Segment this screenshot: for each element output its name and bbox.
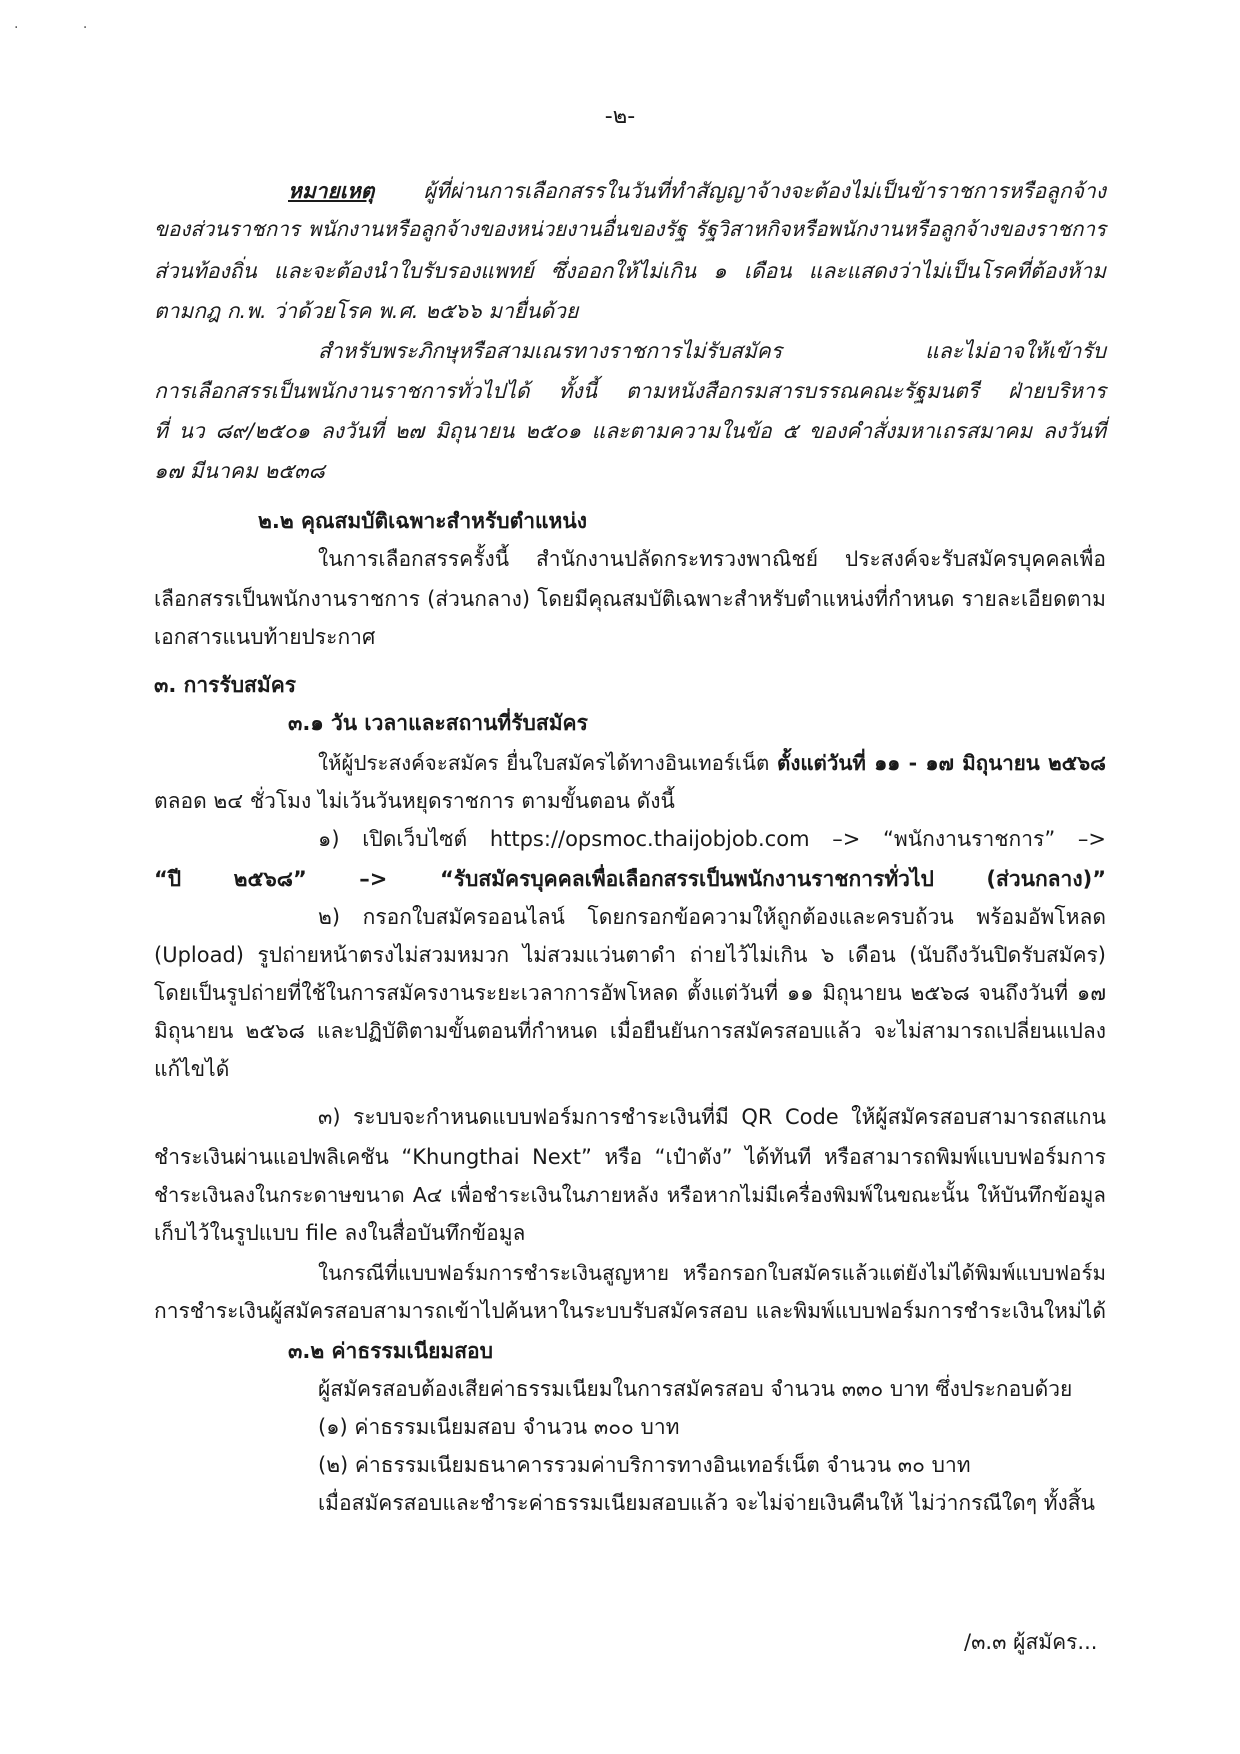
- section-3-1-heading: ๓.๑ วัน เวลาและสถานที่รับสมัคร: [288, 711, 588, 735]
- section-3-heading: ๓. การรับสมัคร: [154, 673, 297, 697]
- section-2-2-line-2: เลือกสรรเป็นพนักงานราชการ (ส่วนกลาง) โดยมีคุณสมบัติเฉพาะสำหรับตำแหน่งที่กำหนด รายละเอียดตาม: [154, 587, 1106, 611]
- step-2-line-4: มิถุนายน ๒๕๖๘ และปฏิบัติตามขั้นตอนที่กำหนด เมื่อยืนยันการสมัครสอบแล้ว จะไม่สามารถเปลี่ยนแปลง: [154, 1019, 1106, 1043]
- remark-label: หมายเหตุ: [288, 179, 375, 203]
- section-3-1-intro-line-2: ตลอด ๒๔ ชั่วโมง ไม่เว้นวันหยุดราชการ ตามขั้นตอน ดังนี้: [154, 789, 675, 813]
- fee-item-1: (๑) ค่าธรรมเนียมสอบ จำนวน ๓๐๐ บาท: [318, 1415, 680, 1439]
- section-3-2-heading: ๓.๒ ค่าธรรมเนียมสอบ: [288, 1339, 493, 1363]
- remark-line-4: ตามกฎ ก.พ. ว่าด้วยโรค พ.ศ. ๒๕๖๖ มายื่นด้วย: [154, 299, 579, 323]
- step-2-line-3: โดยเป็นรูปถ่ายที่ใช้ในการสมัครงานระยะเวลาการอัพโหลด ตั้งแต่วันที่ ๑๑ มิถุนายน ๒๕๖๘ จนถึงวันที่ ๑๗: [154, 981, 1106, 1005]
- step-3-line-4: เก็บไว้ในรูปแบบ file ลงในสื่อบันทึกข้อมูล: [154, 1221, 526, 1245]
- section-2-2-heading: ๒.๒ คุณสมบัติเฉพาะสำหรับตำแหน่ง: [258, 509, 588, 533]
- section-2-2-line-3: เอกสารแนบท้ายประกาศ: [154, 625, 376, 649]
- section-2-2-line-1: ในการเลือกสรรครั้งนี้ สำนักงานปลัดกระทรวงพาณิชย์ ประสงค์จะรับสมัครบุคคลเพื่อ: [318, 547, 1106, 571]
- step-1-line-2: “ปี ๒๕๖๘” –> “รับสมัครบุคคลเพื่อเลือกสรรเป็นพนักงานราชการทั่วไป (ส่วนกลาง)”: [154, 867, 1106, 891]
- monk-line-3: ที่ นว ๘๙/๒๕๐๑ ลงวันที่ ๒๗ มิถุนายน ๒๕๐๑ และตามความในข้อ ๕ ของคำสั่งมหาเถรสมาคม ลงวันที่: [154, 419, 1106, 443]
- monk-line-2: การเลือกสรรเป็นพนักงานราชการทั่วไปได้ ทั้งนี้ ตามหนังสือกรมสารบรรณคณะรัฐมนตรี ฝ่ายบริหาร: [154, 379, 1106, 403]
- fee-item-2: (๒) ค่าธรรมเนียมธนาคารรวมค่าบริการทางอินเทอร์เน็ต จำนวน ๓๐ บาท: [318, 1453, 971, 1477]
- step-2-line-1: ๒) กรอกใบสมัครออนไลน์ โดยกรอกข้อความให้ถูกต้องและครบถ้วน พร้อมอัพโหลด: [318, 905, 1106, 929]
- remark-line-3: ส่วนท้องถิ่น และจะต้องนำใบรับรองแพทย์ ซึ่งออกให้ไม่เกิน ๑ เดือน และแสดงว่าไม่เป็นโรคที่ต้องห้าม: [154, 259, 1106, 283]
- remark-line-1: หมายเหตุ ผู้ที่ผ่านการเลือกสรรในวันที่ทำสัญญาจ้างจะต้องไม่เป็นข้าราชการหรือลูกจ้าง: [288, 179, 1106, 203]
- monk-line-1: สำหรับพระภิกษุหรือสามเณรทางราชการไม่รับสมัคร และไม่อาจให้เข้ารับ: [318, 339, 1106, 363]
- continuation-note: /๓.๓ ผู้สมัคร...: [964, 1630, 1098, 1654]
- application-period: ตั้งแต่วันที่ ๑๑ - ๑๗ มิถุนายน ๒๕๖๘: [777, 751, 1106, 775]
- step-1-line-1: ๑) เปิดเว็บไซต์ https://opsmoc.thaijobjob.com –> “พนักงานราชการ” –>: [318, 827, 1106, 851]
- fee-line-1: ผู้สมัครสอบต้องเสียค่าธรรมเนียมในการสมัครสอบ จำนวน ๓๓๐ บาท ซึ่งประกอบด้วย: [318, 1377, 1073, 1401]
- lost-form-line-1: ในกรณีที่แบบฟอร์มการชำระเงินสูญหาย หรือกรอกใบสมัครแล้วแต่ยังไม่ได้พิมพ์แบบฟอร์ม: [318, 1261, 1106, 1285]
- page-number: -๒-: [604, 104, 636, 129]
- step-2-line-5: แก้ไขได้: [154, 1057, 230, 1081]
- step-2-line-2: (Upload) รูปถ่ายหน้าตรงไม่สวมหมวก ไม่สวมแว่นตาดำ ถ่ายไว้ไม่เกิน ๖ เดือน (นับถึงวันปิดรับสมัคร): [154, 943, 1106, 967]
- step-3-line-3: ชำระเงินลงในกระดาษขนาด A๔ เพื่อชำระเงินในภายหลัง หรือหากไม่มีเครื่องพิมพ์ในขณะนั้น ให้บันทึกข้อมูล: [154, 1183, 1106, 1207]
- lost-form-line-2: การชำระเงินผู้สมัครสอบสามารถเข้าไปค้นหาในระบบรับสมัครสอบ และพิมพ์แบบฟอร์มการชำระเงินใหม่ได้: [154, 1299, 1106, 1323]
- step-3-line-1: ๓) ระบบจะกำหนดแบบฟอร์มการชำระเงินที่มี QR Code ให้ผู้สมัครสอบสามารถสแกน: [318, 1105, 1106, 1129]
- step-3-line-2: ชำระเงินผ่านแอปพลิเคชัน “Khungthai Next” หรือ “เป๋าตัง” ได้ทันที หรือสามารถพิมพ์แบบฟอร์มการ: [154, 1145, 1106, 1169]
- monk-line-4: ๑๗ มีนาคม ๒๕๓๘: [154, 459, 325, 483]
- fee-line-2: เมื่อสมัครสอบและชำระค่าธรรมเนียมสอบแล้ว จะไม่จ่ายเงินคืนให้ ไม่ว่ากรณีใดๆ ทั้งสิ้น: [318, 1491, 1095, 1515]
- remark-line-2: ของส่วนราชการ พนักงานหรือลูกจ้างของหน่วยงานอื่นของรัฐ รัฐวิสาหกิจหรือพนักงานหรือลูกจ้างของราชการ: [154, 217, 1106, 241]
- scan-specks: · ·: [14, 20, 118, 36]
- section-3-1-intro-line-1: ให้ผู้ประสงค์จะสมัคร ยื่นใบสมัครได้ทางอินเทอร์เน็ต ตั้งแต่วันที่ ๑๑ - ๑๗ มิถุนายน ๒๕๖๘: [318, 751, 1106, 775]
